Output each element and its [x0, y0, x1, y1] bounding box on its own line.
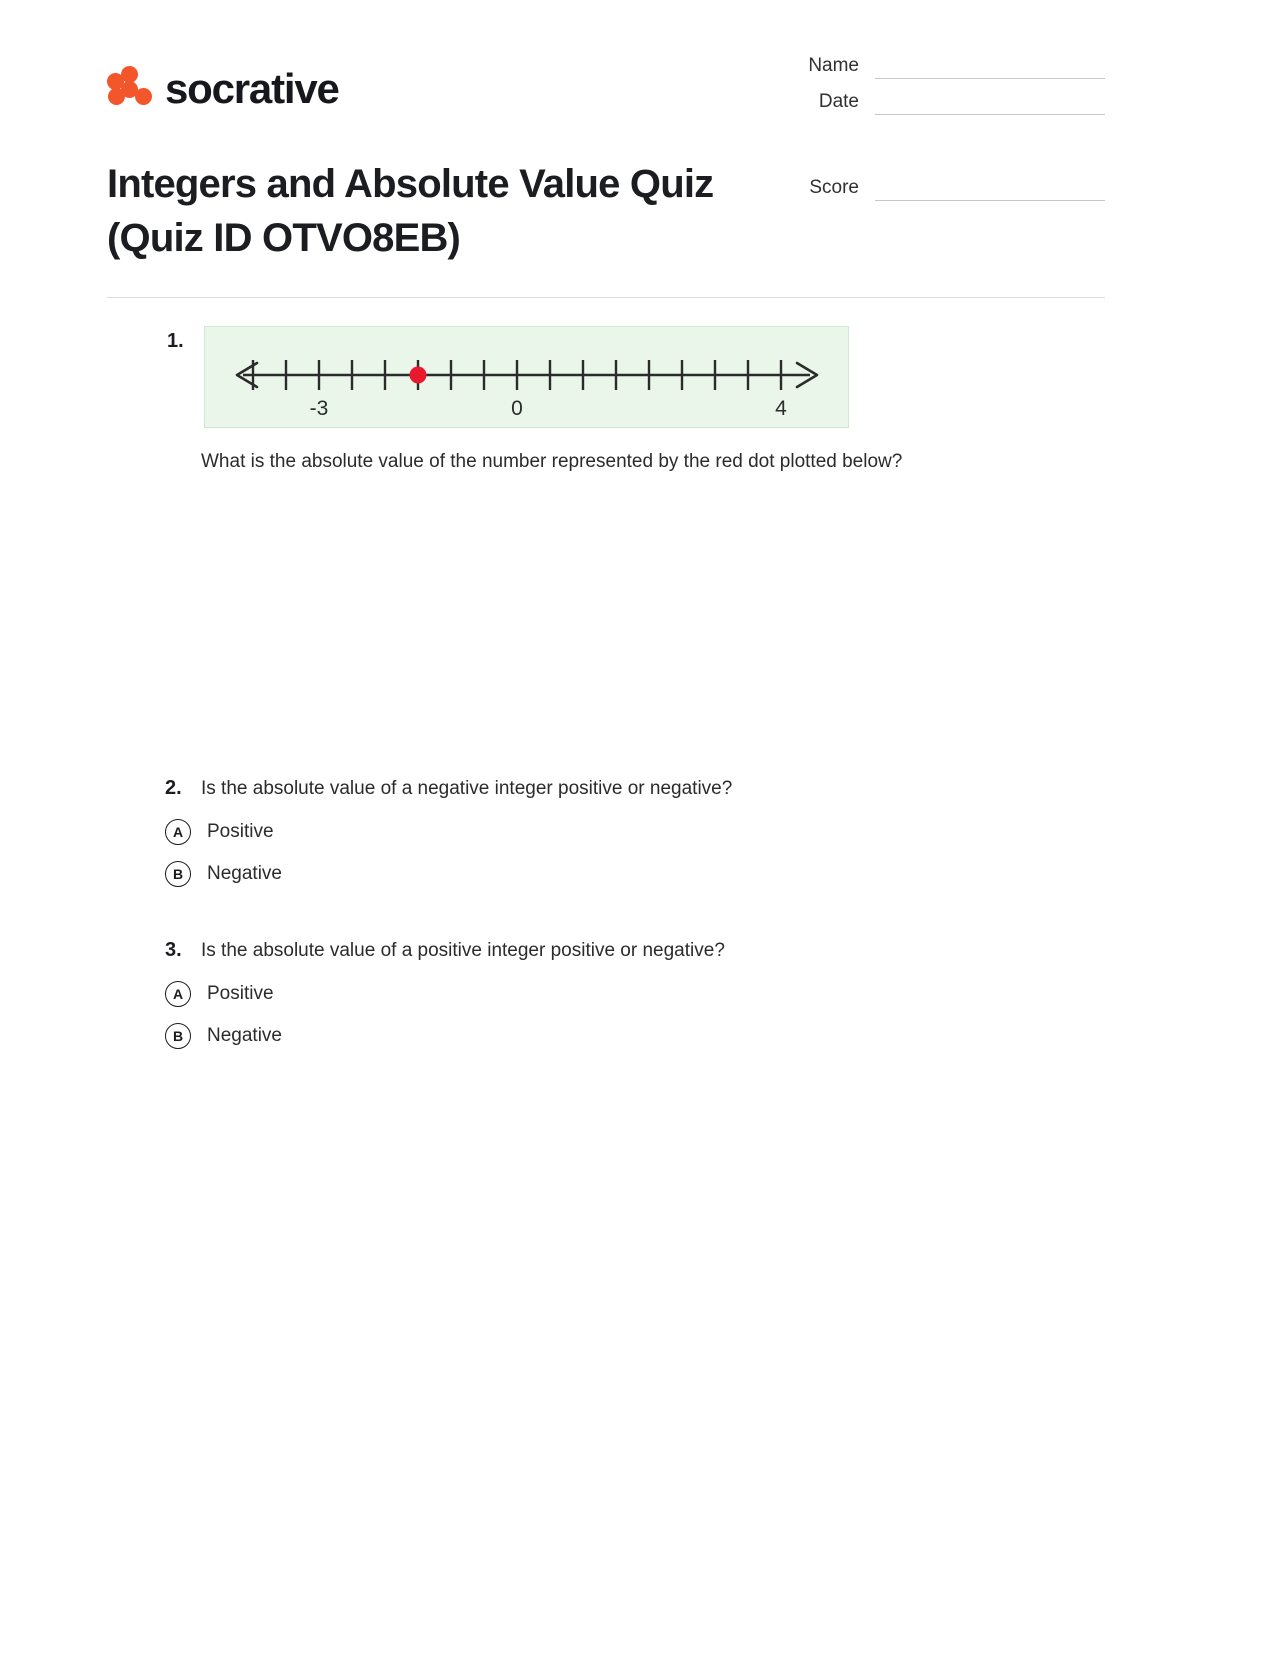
- choice-option-b[interactable]: [165, 853, 1025, 895]
- choice-label: Positive: [207, 983, 274, 1004]
- socrative-dots-logo-icon: [107, 66, 153, 112]
- choice-bubble[interactable]: B: [165, 861, 191, 887]
- brand-name: socrative: [165, 65, 339, 112]
- number-line-figure-icon: [204, 326, 849, 428]
- choice-label: Positive: [207, 821, 274, 842]
- svg-text:-3: -3: [309, 397, 329, 420]
- page-title: Integers and Absolute Value Quiz (Quiz ID OTVO8EB): [107, 162, 714, 260]
- score-label: Score: [809, 177, 859, 198]
- brand-logo: [107, 65, 339, 113]
- question-number: 3.: [165, 939, 182, 961]
- choice-option-b[interactable]: [165, 1015, 1025, 1057]
- choice-label: Negative: [207, 1025, 282, 1046]
- choice-option-a[interactable]: [165, 973, 1025, 1015]
- name-row: [765, 55, 1105, 79]
- header-divider: [107, 297, 1105, 298]
- choice-label: Negative: [207, 863, 282, 884]
- question-text: What is the absolute value of the number represented by the red dot plotted below?: [201, 451, 903, 472]
- choice-option-a[interactable]: [165, 811, 1025, 853]
- question-number: 2.: [165, 777, 182, 799]
- date-row: [765, 91, 1105, 115]
- choice-bubble[interactable]: A: [165, 819, 191, 845]
- choice-list: [165, 811, 1025, 895]
- score-row: [765, 177, 1105, 201]
- svg-text:4: 4: [775, 397, 787, 420]
- choice-bubble[interactable]: B: [165, 1023, 191, 1049]
- name-input[interactable]: [875, 56, 1105, 79]
- question-text: Is the absolute value of a positive integer positive or negative?: [201, 940, 725, 961]
- question-number: 1.: [167, 330, 184, 352]
- page-header: [107, 55, 1105, 198]
- choice-bubble[interactable]: A: [165, 981, 191, 1007]
- name-label: Name: [808, 55, 859, 76]
- date-input[interactable]: [875, 92, 1105, 115]
- question-text: Is the absolute value of a negative integer positive or negative?: [201, 778, 733, 799]
- date-label: Date: [818, 91, 859, 112]
- student-meta-block: [765, 55, 1105, 213]
- score-input[interactable]: [875, 178, 1105, 201]
- choice-list: [165, 973, 1025, 1057]
- svg-text:0: 0: [511, 397, 523, 420]
